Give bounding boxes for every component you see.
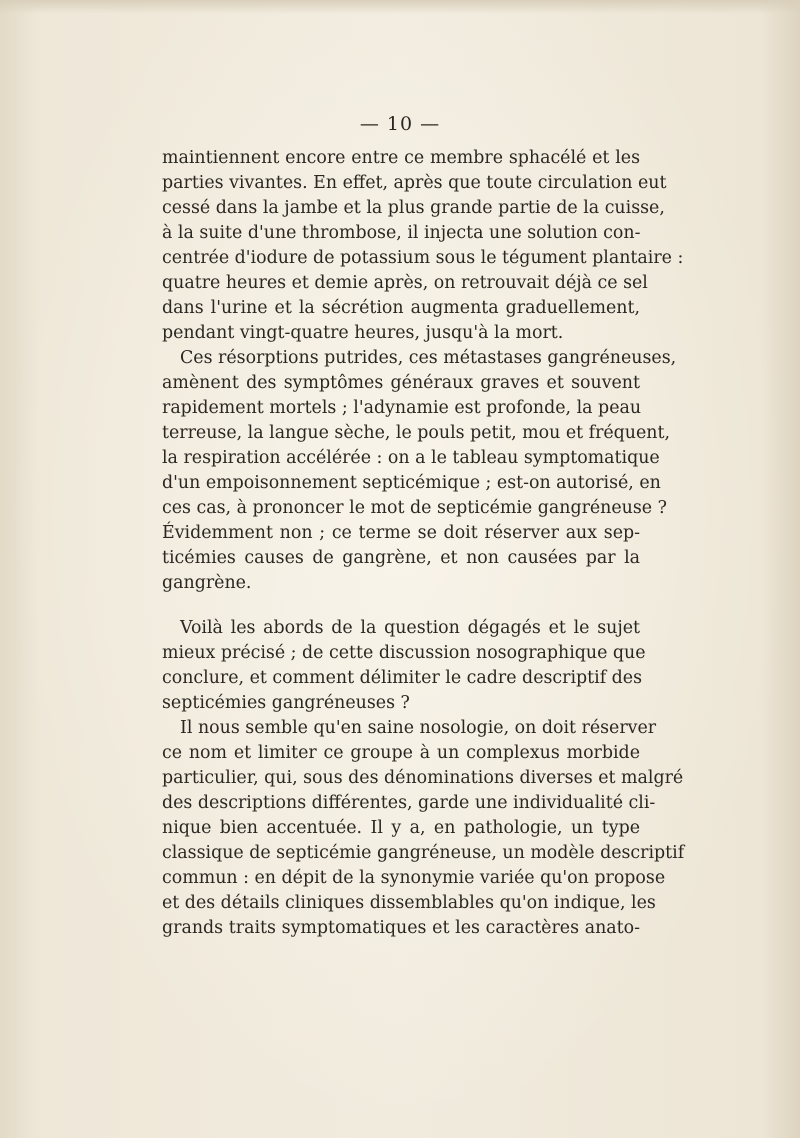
text-line: à la suite d'une thrombose, il injecta une solution con-: [162, 223, 641, 243]
text-line: gangrène.: [162, 573, 252, 593]
text-line: rapidement mortels ; l'adynamie est profonde, la peau: [162, 398, 642, 418]
text-line: et des détails cliniques dissemblables qu'on indique, les: [162, 893, 656, 913]
text-line: septicémies gangréneuses ?: [162, 693, 410, 713]
text-line: des descriptions différentes, garde une individualité cli-: [162, 793, 656, 813]
text-line: Voilà les abords de la question dégagés et le sujet: [180, 618, 640, 638]
text-line: pendant vingt-quatre heures, jusqu'à la mort.: [162, 323, 564, 343]
text-line: terreuse, la langue sèche, le pouls petit, mou et fréquent,: [162, 423, 671, 443]
text-line: maintiennent encore entre ce membre sphacélé et les: [162, 148, 640, 168]
text-line: grands traits symptomatiques et les caractères anato-: [162, 918, 640, 938]
text-line: ces cas, à prononcer le mot de septicémie gangréneuse ?: [162, 498, 667, 518]
page-number: — 10 —: [359, 113, 441, 135]
text-line: la respiration accélérée : on a le tableau symptomatique: [162, 448, 660, 468]
text-line: particulier, qui, sous des dénominations diverses et malgré: [162, 768, 684, 788]
text-line: centrée d'iodure de potassium sous le tégument plantaire :: [162, 248, 684, 268]
text-line: conclure, et comment délimiter le cadre descriptif des: [162, 668, 643, 688]
text-line: mieux précisé ; de cette discussion nosographique que: [162, 643, 646, 663]
text-line: Évidemment non ; ce terme se doit réserver aux sep-: [162, 523, 640, 543]
text-line: nique bien accentuée. Il y a, en pathologie, un type: [162, 818, 640, 838]
text-line: cessé dans la jambe et la plus grande partie de la cuisse,: [162, 198, 665, 218]
text-line: commun : en dépit de la synonymie variée qu'on propose: [162, 868, 666, 888]
text-line: amènent des symptômes généraux graves et souvent: [162, 373, 640, 393]
page-top-edge: [0, 0, 800, 14]
text-line: ticémies causes de gangrène, et non causées par la: [162, 548, 640, 568]
text-line: dans l'urine et la sécrétion augmenta graduellement,: [162, 298, 640, 318]
text-line: Il nous semble qu'en saine nosologie, on doit réserver: [180, 718, 657, 738]
text-line: quatre heures et demie après, on retrouvait déjà ce sel: [162, 273, 648, 293]
text-line: Ces résorptions putrides, ces métastases gangréneuses,: [180, 348, 677, 368]
text-line: d'un empoisonnement septicémique ; est-on autorisé, en: [162, 473, 661, 493]
text-line: ce nom et limiter ce groupe à un complexus morbide: [162, 743, 640, 763]
text-line: classique de septicémie gangréneuse, un modèle descriptif: [162, 843, 685, 863]
text-line: parties vivantes. En effet, après que toute circulation eut: [162, 173, 667, 193]
